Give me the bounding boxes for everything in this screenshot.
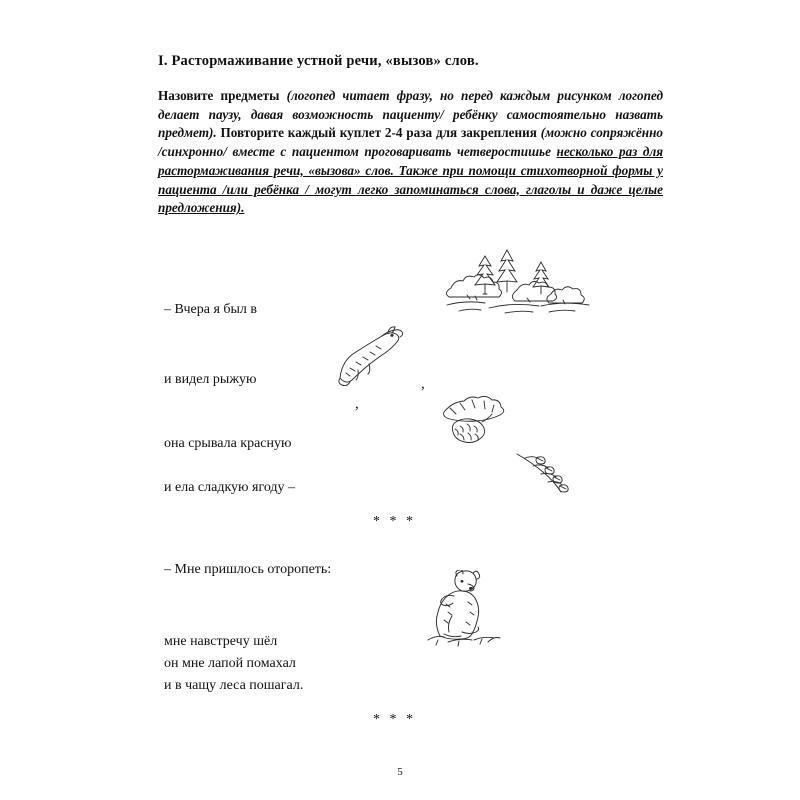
instructions-bold-2: Повторите каждый куплет 2-4 раза для закрепления bbox=[220, 125, 537, 141]
verse-one-comma-2: , bbox=[355, 396, 359, 412]
verse-two-line-2: мне навстречу шёл bbox=[164, 634, 278, 649]
verse-one-line-1: – Вчера я был в bbox=[164, 302, 258, 317]
verse-one-line-2: и видел рыжую bbox=[164, 372, 257, 387]
verse-two-line-3: он мне лапой помахал bbox=[164, 656, 296, 671]
forest-illustration bbox=[445, 248, 595, 318]
verse-two-line-4: и в чащу леса пошагал. bbox=[164, 678, 304, 693]
instructions-italic-3: (можно сопряжённо /синхронно/ вместе с пациентом проговаривать четверостишье bbox=[158, 125, 663, 160]
page-content bbox=[158, 52, 663, 218]
fox-illustration bbox=[336, 326, 428, 388]
berry-cone-illustration bbox=[436, 396, 514, 448]
separator-one: * * * bbox=[373, 514, 416, 529]
instructions-italic-1: (логопед читает фразу, но перед каждым рисунком логопед делает паузу, давая возможность пациенту/ ребёнку самостоятельно назвать предмет). bbox=[158, 87, 663, 141]
separator-two: * * * bbox=[373, 712, 416, 727]
verse-one-line-4: и ела сладкую ягоду – bbox=[164, 480, 296, 495]
verse-two-line-1: – Мне пришлось оторопеть: bbox=[164, 562, 332, 577]
page-number: 5 bbox=[397, 766, 403, 778]
instructions-paragraph bbox=[158, 87, 663, 218]
verse-one-comma: , bbox=[421, 376, 425, 392]
page-title: I. Растормаживание устной речи, «вызов» слов. bbox=[158, 53, 479, 69]
instructions-lead: Назовите предметы bbox=[158, 87, 280, 103]
instructions-underlined: несколько раз для растормаживания речи, «вызова» слов. Также при помощи стихотворной формы у пациента /или ребёнка / могут легко запоминаться слова, глаголы и даже целые предложения). bbox=[158, 144, 664, 216]
bear-illustration bbox=[418, 570, 506, 648]
verse-one-line-3: она срывала красную bbox=[164, 436, 292, 451]
branch-illustration bbox=[515, 450, 577, 498]
